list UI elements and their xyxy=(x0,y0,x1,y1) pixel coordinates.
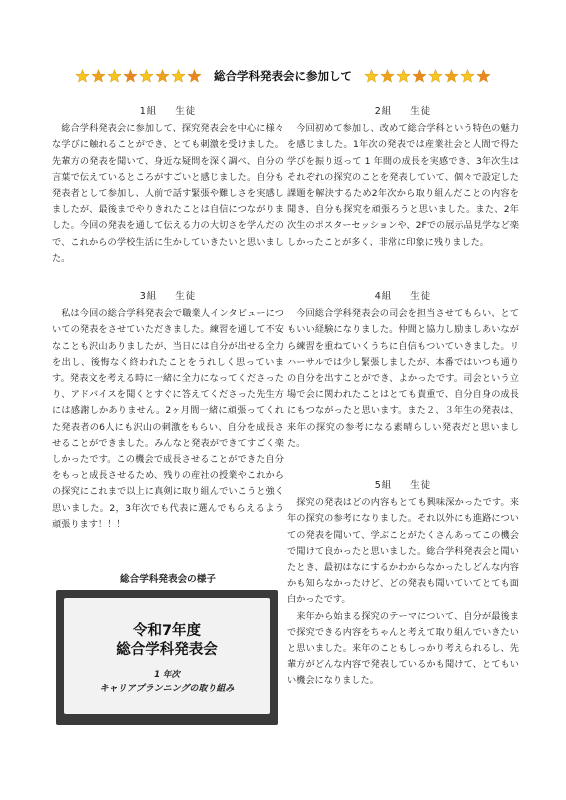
screen-year: 令和7年度 xyxy=(132,623,202,639)
section-body: 私は今回の総合学科発表会で職業人インタビューについての発表をさせていただきました。練習を通して不安なことも沢山ありましたが、当日には自分が出せる全力を出し、後悔なく終われたことをうれしく思っています。発表文を考える時に一緒に全力になってくださったり、アドバイスを聞くとすぐに答えてくださった先生方には感謝しかありません。2ヶ月間一緒に頑張ってくれた発表者の6人にも沢山の刺激をもらい、自分を成長させることができました。みんなと発表ができてすごく楽しかったです。この機会で成長させることができた自分をもっと成長させるため、残りの産社の授業やこれからの探究にこれまで以上に真剣に取り組んでいこうと強く思いました。2，3年次でも代表に選んでもらえるよう頑張ります！！！ xyxy=(52,308,284,530)
page-header xyxy=(0,62,566,90)
star-icon xyxy=(171,69,186,84)
photo-caption: 総合学科発表会の様子 xyxy=(120,574,216,585)
star-icon xyxy=(155,69,170,84)
section-body: 総合学科発表会に参加して、探究発表会を中心に様々な学びに触れることができ、とても刺激を受けました。先輩方の発表を聞いて、身近な疑問を深く調べ、自分の言葉で伝えているところがすごいと感じました。自分も発表者として参加し、人前で話す緊張や難しさを実感しましたが、最後までやりきれたことは自信につながりました。今回の発表を通して伝える力の大切さを学んだので、これからの学校生活に生かしていきたいと思いました。 xyxy=(52,123,284,264)
star-icon xyxy=(380,69,395,84)
screen-theme: キャリアプランニングの取り組み xyxy=(99,684,235,694)
star-icon xyxy=(75,69,90,84)
star-icon xyxy=(476,69,491,84)
role-label: 生徒 xyxy=(410,106,432,117)
star-icon xyxy=(187,69,202,84)
section-heading xyxy=(287,289,519,305)
class-label: 1組 xyxy=(139,106,158,117)
section-heading xyxy=(52,289,284,305)
left-star-row xyxy=(75,69,202,84)
section-class-1 xyxy=(52,104,284,267)
section-class-3 xyxy=(52,289,284,533)
event-photo xyxy=(56,590,278,725)
star-icon xyxy=(412,69,427,84)
role-label: 生徒 xyxy=(410,480,432,491)
section-body: 今回総合学科発表会の司会を担当させてもらい、とてもいい経験になりました。仲間と協力し励ましあいながら練習を重ねていくうちに自信もついていきました。リハーサルでは少し緊張しましたが、本番ではいつも通りの自分を出すことができ、よかったです。司会という立場で会に関われたことはとても貴重で、自分自身の成長にもつながったと思います。また２、３年生の発表は、来年の探究の参考になる素晴らしい発表だと思いました。 xyxy=(287,308,519,449)
section-class-4 xyxy=(287,289,519,452)
section-body-2: 来年から始まる探究のテーマについて、自分が最後まで探究できる内容をちゃんと考えて取り組んでいきたいと思いました。来年のこともしっかり考えられるし、先輩方がどんな内容で発表しているかも聞けて、とてもいい機会になりました。 xyxy=(287,610,519,687)
screen-event-title: 総合学科発表会 xyxy=(116,642,218,658)
star-icon xyxy=(123,69,138,84)
class-label: 3組 xyxy=(139,291,158,302)
role-label: 生徒 xyxy=(410,291,432,302)
page-title: 総合学科発表会に参加して xyxy=(214,69,352,83)
star-icon xyxy=(444,69,459,84)
star-icon xyxy=(396,69,411,84)
star-icon xyxy=(460,69,475,84)
projector-screen xyxy=(64,598,270,714)
class-label: 2組 xyxy=(374,106,393,117)
class-label: 5組 xyxy=(374,480,393,491)
role-label: 生徒 xyxy=(175,291,197,302)
class-label: 4組 xyxy=(374,291,393,302)
section-heading xyxy=(287,104,519,120)
section-class-5 xyxy=(287,478,519,690)
star-icon xyxy=(428,69,443,84)
right-star-row xyxy=(364,69,491,84)
section-body: 今回初めて参加し、改めて総合学科という特色の魅力を感じました。1年次の発表では産業社会と人間で得た学びを振り返って 1 年間の成長を実感でき、3年次生はそれぞれの探究のことを発表していて、個々で設定した課題を解決するため2年次から取り組んだことの内容を聞き、自分も探究を頑張ろうと思いました。また、2年次生のポスターセッションや、2Fでの展示品見学など楽しかったことが多く、非常に印象に残りました。 xyxy=(287,123,519,248)
star-icon xyxy=(139,69,154,84)
section-class-2 xyxy=(287,104,519,251)
role-label: 生徒 xyxy=(175,106,197,117)
star-icon xyxy=(107,69,122,84)
screen-grade: 1 年次 xyxy=(154,670,180,680)
star-icon xyxy=(91,69,106,84)
section-heading xyxy=(287,478,519,494)
section-heading xyxy=(52,104,284,120)
section-body-1: 探究の発表はどの内容もとても興味深かったです。来年の探究の参考になりました。それ以外にも進路についての発表を聞いて、学ぶことがたくさんあってこの機会で聞けて良かったと思いました。総合学科発表会と聞いたとき、最初はなにするかわからなかったしどんな内容かも知らなかったけど、どの発表も聞いていてとても面白かったです。 xyxy=(287,497,519,606)
star-icon xyxy=(364,69,379,84)
